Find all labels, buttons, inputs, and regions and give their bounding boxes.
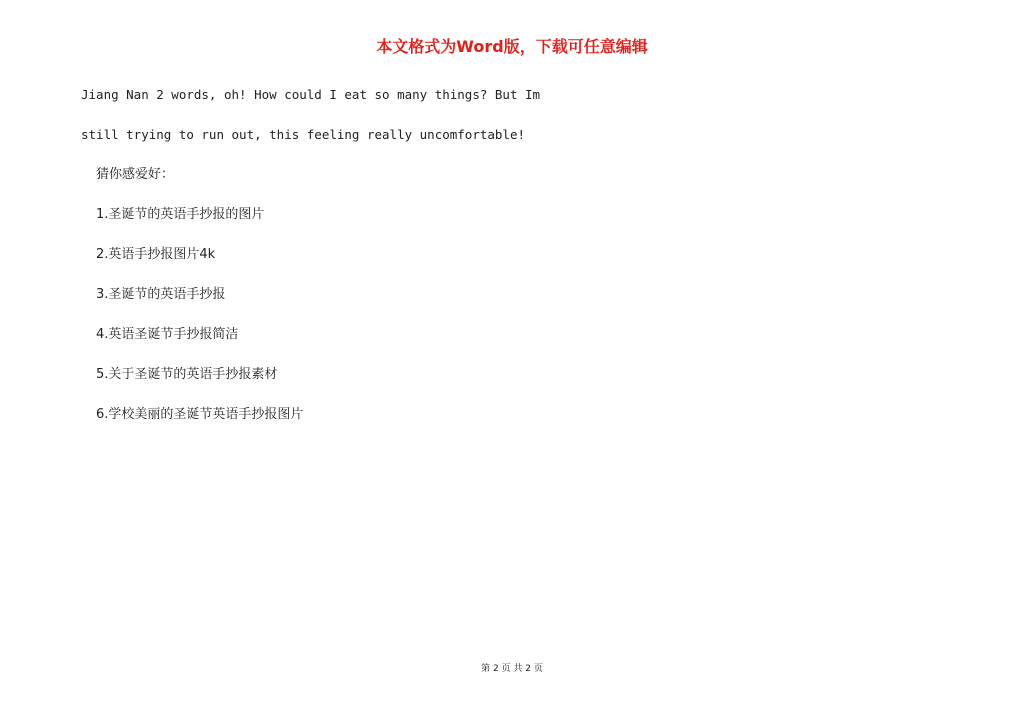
editable-word-banner: 本文格式为Word版，下载可任意编辑 xyxy=(376,37,648,56)
paragraph-line-1: Jiang Nan 2 words, oh! How could I eat so many things? But Im xyxy=(81,87,541,102)
related-item-4[interactable]: 4.英语圣诞节手抄报简洁 xyxy=(96,327,239,342)
related-list xyxy=(96,206,303,446)
related-item-5[interactable]: 5.关于圣诞节的英语手抄报素材 xyxy=(96,367,278,382)
related-item-2[interactable]: 2.英语手抄报图片4k xyxy=(96,247,216,262)
related-item-1[interactable]: 1.圣诞节的英语手抄报的图片 xyxy=(96,207,265,222)
page-footer: 第 2 页 共 2 页 xyxy=(481,664,543,674)
related-heading: 猜你感爱好： xyxy=(96,167,175,182)
paragraph-line-2: still trying to run out, this feeling really uncomfortable! xyxy=(81,127,526,142)
related-item-3[interactable]: 3.圣诞节的英语手抄报 xyxy=(96,287,226,302)
related-item-6[interactable]: 6.学校美丽的圣诞节英语手抄报图片 xyxy=(96,407,304,422)
